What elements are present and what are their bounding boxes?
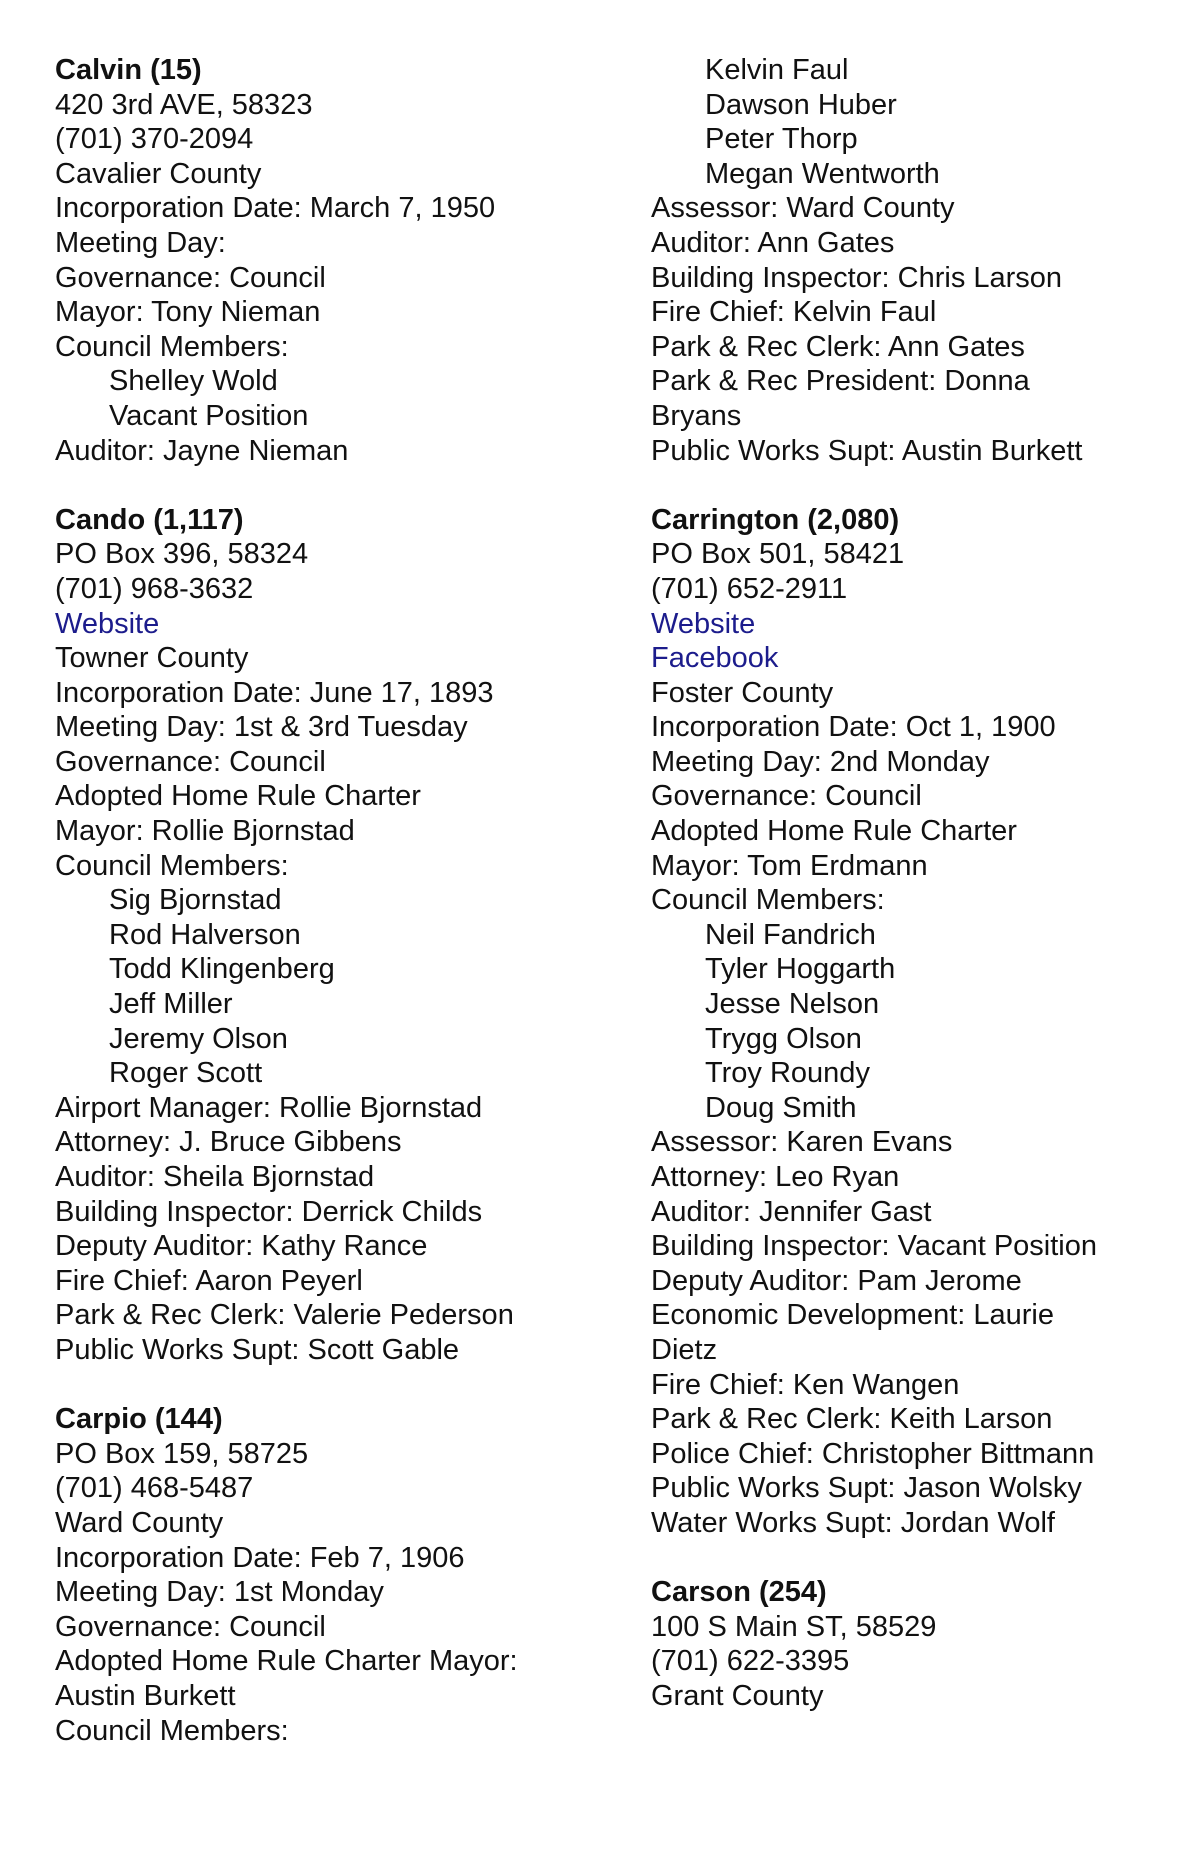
governance: Governance: Council bbox=[55, 745, 326, 778]
mayor: Mayor: Tony Nieman bbox=[55, 296, 321, 329]
meeting-day: Meeting Day: bbox=[55, 226, 226, 259]
official: Auditor: Ann Gates bbox=[651, 226, 895, 259]
council-member: Jeremy Olson bbox=[109, 1022, 288, 1055]
home-rule-mayor: Adopted Home Rule Charter Mayor: Austin Burkett bbox=[55, 1645, 518, 1712]
council-member: Kelvin Faul bbox=[705, 54, 849, 86]
city-heading: Carrington (2,080) bbox=[651, 503, 900, 536]
official: Auditor: Sheila Bjornstad bbox=[55, 1161, 375, 1193]
council-member: Shelley Wold bbox=[109, 365, 278, 398]
council-member: Troy Roundy bbox=[705, 1057, 870, 1090]
council-member: Jesse Nelson bbox=[705, 988, 880, 1021]
county: Foster County bbox=[651, 676, 834, 709]
official: Fire Chief: Kelvin Faul bbox=[651, 296, 937, 329]
council-label: Council Members: bbox=[55, 849, 289, 882]
city-entry-carrington bbox=[651, 503, 1191, 1541]
meeting-day: Meeting Day: 2nd Monday bbox=[651, 745, 990, 778]
official: Police Chief: Christopher Bittmann bbox=[651, 1437, 1095, 1470]
entry-spacer bbox=[55, 1368, 625, 1403]
official: Economic Development: Laurie Dietz bbox=[651, 1299, 1054, 1366]
phone: (701) 468-5487 bbox=[55, 1472, 254, 1505]
phone: (701) 622-3395 bbox=[651, 1645, 850, 1678]
website-link[interactable]: Website bbox=[651, 607, 756, 640]
official: Public Works Supt: Jason Wolsky bbox=[651, 1472, 1082, 1505]
official: Park & Rec Clerk: Keith Larson bbox=[651, 1403, 1053, 1436]
mayor: Mayor: Rollie Bjornstad bbox=[55, 815, 355, 848]
official: Attorney: J. Bruce Gibbens bbox=[55, 1126, 402, 1159]
incorporation-date: Incorporation Date: Oct 1, 1900 bbox=[651, 711, 1056, 744]
official: Building Inspector: Derrick Childs bbox=[55, 1195, 483, 1228]
official: Airport Manager: Rollie Bjornstad bbox=[55, 1091, 483, 1124]
council-label: Council Members: bbox=[55, 330, 289, 363]
meeting-day: Meeting Day: 1st Monday bbox=[55, 1576, 384, 1609]
council-member: Todd Klingenberg bbox=[109, 953, 335, 986]
council-member: Neil Fandrich bbox=[705, 918, 876, 951]
address: PO Box 159, 58725 bbox=[55, 1437, 309, 1470]
website-link[interactable]: Website bbox=[55, 607, 160, 640]
phone: (701) 370-2094 bbox=[55, 123, 254, 156]
facebook-link[interactable]: Facebook bbox=[651, 642, 779, 675]
county: Cavalier County bbox=[55, 157, 262, 190]
left-column bbox=[55, 53, 625, 1748]
home-rule-charter: Adopted Home Rule Charter bbox=[651, 815, 1017, 848]
council-member: Dawson Huber bbox=[705, 88, 897, 121]
official: Attorney: Leo Ryan bbox=[651, 1161, 900, 1193]
official: Assessor: Karen Evans bbox=[651, 1126, 953, 1159]
governance: Governance: Council bbox=[55, 261, 326, 294]
council-member: Sig Bjornstad bbox=[109, 884, 282, 917]
council-label: Council Members: bbox=[55, 1714, 289, 1747]
council-member: Tyler Hoggarth bbox=[705, 953, 896, 986]
council-label: Council Members: bbox=[651, 884, 885, 917]
city-entry-carson bbox=[651, 1575, 1191, 1713]
official: Building Inspector: Vacant Position bbox=[651, 1230, 1098, 1263]
address: PO Box 396, 58324 bbox=[55, 538, 309, 571]
county: Towner County bbox=[55, 642, 249, 675]
incorporation-date: Incorporation Date: Feb 7, 1906 bbox=[55, 1541, 465, 1574]
official: Park & Rec Clerk: Ann Gates bbox=[651, 330, 1025, 363]
official: Fire Chief: Ken Wangen bbox=[651, 1368, 960, 1401]
city-entry-carpio bbox=[55, 1402, 625, 1748]
official: Park & Rec President: Donna Bryans bbox=[651, 365, 1030, 432]
address: 420 3rd AVE, 58323 bbox=[55, 88, 313, 121]
council-member: Doug Smith bbox=[705, 1091, 857, 1124]
council-member: Roger Scott bbox=[109, 1057, 263, 1090]
incorporation-date: Incorporation Date: March 7, 1950 bbox=[55, 192, 496, 225]
council-member: Rod Halverson bbox=[109, 918, 301, 951]
entry-spacer bbox=[55, 468, 625, 503]
official: Fire Chief: Aaron Peyerl bbox=[55, 1264, 363, 1297]
auditor: Auditor: Jayne Nieman bbox=[55, 434, 349, 467]
official: Public Works Supt: Austin Burkett bbox=[651, 434, 1083, 467]
right-column bbox=[651, 53, 1191, 1714]
home-rule-charter: Adopted Home Rule Charter bbox=[55, 780, 421, 813]
phone: (701) 652-2911 bbox=[651, 572, 848, 605]
phone: (701) 968-3632 bbox=[55, 572, 254, 605]
council-member: Jeff Miller bbox=[109, 988, 233, 1021]
entry-spacer bbox=[651, 1541, 1191, 1576]
entry-spacer bbox=[651, 468, 1191, 503]
city-entry-calvin bbox=[55, 53, 625, 468]
official: Deputy Auditor: Pam Jerome bbox=[651, 1264, 1022, 1297]
governance: Governance: Council bbox=[55, 1610, 326, 1643]
council-member: Trygg Olson bbox=[705, 1022, 862, 1055]
address: 100 S Main ST, 58529 bbox=[651, 1610, 937, 1643]
city-heading: Calvin (15) bbox=[55, 54, 202, 86]
official: Building Inspector: Chris Larson bbox=[651, 261, 1063, 294]
city-heading: Carpio (144) bbox=[55, 1403, 223, 1436]
city-entry-cando bbox=[55, 503, 625, 1368]
county: Grant County bbox=[651, 1679, 824, 1712]
city-entry-carpio-continued bbox=[651, 53, 1191, 468]
incorporation-date: Incorporation Date: June 17, 1893 bbox=[55, 676, 494, 709]
address: PO Box 501, 58421 bbox=[651, 538, 905, 571]
official: Public Works Supt: Scott Gable bbox=[55, 1333, 460, 1366]
city-heading: Carson (254) bbox=[651, 1576, 827, 1609]
official: Water Works Supt: Jordan Wolf bbox=[651, 1506, 1055, 1539]
official: Park & Rec Clerk: Valerie Pederson bbox=[55, 1299, 514, 1332]
city-heading: Cando (1,117) bbox=[55, 503, 244, 536]
council-member: Peter Thorp bbox=[705, 123, 858, 156]
council-member: Megan Wentworth bbox=[705, 157, 940, 190]
mayor: Mayor: Tom Erdmann bbox=[651, 849, 928, 882]
council-member: Vacant Position bbox=[109, 399, 309, 432]
county: Ward County bbox=[55, 1506, 224, 1539]
meeting-day: Meeting Day: 1st & 3rd Tuesday bbox=[55, 711, 468, 744]
official: Auditor: Jennifer Gast bbox=[651, 1195, 932, 1228]
governance: Governance: Council bbox=[651, 780, 922, 813]
official: Assessor: Ward County bbox=[651, 192, 955, 225]
official: Deputy Auditor: Kathy Rance bbox=[55, 1230, 428, 1263]
